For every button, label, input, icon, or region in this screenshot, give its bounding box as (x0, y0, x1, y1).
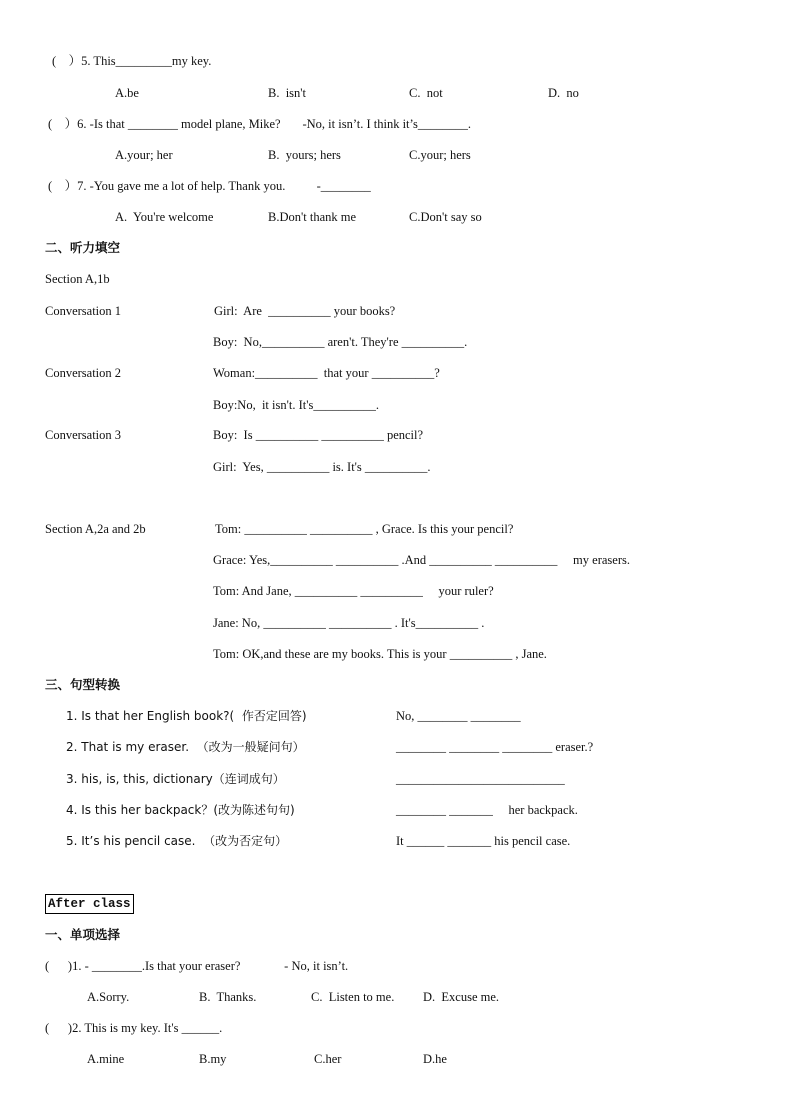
transform-question-3: 3. his, is, this, dictionary（连词成句） (66, 772, 285, 786)
transform-answer-5: It ______ _______ his pencil case. (396, 834, 571, 848)
ac-q1-option-c: C. Listen to me. (311, 990, 395, 1004)
transform-answer-1: No, ________ ________ (396, 709, 521, 723)
ac-q1-option-a: A.Sorry. (87, 990, 130, 1004)
transform-question-4: 4. Is this her backpack？(改为陈述句句) (66, 803, 295, 817)
q6-option-b: B. yours; hers (268, 148, 341, 162)
conversation-2-line-1: Woman:__________ that your __________? (213, 366, 440, 380)
ac-q2-option-c: C.her (314, 1052, 342, 1066)
dialogue-line-4: Jane: No, __________ __________ . It's__________ . (213, 616, 485, 630)
q5-option-d: D. no (548, 86, 579, 100)
ac-q2-option-b: B.my (199, 1052, 227, 1066)
ac-q1-option-b: B. Thanks. (199, 990, 257, 1004)
section-a-2a-label: Section A,2a and 2b (45, 522, 146, 536)
dialogue-line-1: Tom: __________ __________ , Grace. Is this your pencil? (215, 522, 514, 536)
dialogue-line-5: Tom: OK,and these are my books. This is your __________ , Jane. (213, 647, 547, 661)
q5-option-a: A.be (115, 86, 139, 100)
ac-q1-stem: ( )1. - ________.Is that your eraser? - No, it isn’t. (45, 959, 349, 973)
transform-answer-2: ________ ________ ________ eraser.? (396, 740, 594, 754)
conversation-3-line-2: Girl: Yes, __________ is. It's __________. (213, 460, 431, 474)
conversation-2-label: Conversation 2 (45, 366, 122, 380)
dialogue-line-2: Grace: Yes,__________ __________ .And __________ __________ my erasers. (213, 553, 630, 567)
listening-heading: 二、听力填空 (45, 240, 121, 255)
section-a-1b-label: Section A,1b (45, 272, 110, 286)
q6-stem: ( ）6. -Is that ________ model plane, Mike? -No, it isn’t. I think it’s________. (48, 117, 471, 131)
transform-heading: 三、句型转换 (45, 677, 121, 692)
ac-q2-option-a: A.mine (87, 1052, 125, 1066)
transform-question-5: 5. It’s his pencil case. （改为否定句） (66, 834, 288, 848)
ac-q2-option-d: D.he (423, 1052, 447, 1066)
transform-answer-3: ___________________________ (396, 772, 565, 786)
transform-question-2: 2. That is my eraser. （改为一般疑问句） (66, 740, 305, 754)
conversation-1-label: Conversation 1 (45, 304, 122, 318)
conversation-3-label: Conversation 3 (45, 428, 122, 442)
q5-option-b: B. isn't (268, 86, 307, 100)
q7-option-c: C.Don't say so (409, 210, 482, 224)
q7-option-a: A. You're welcome (115, 210, 214, 224)
transform-answer-4: ________ _______ her backpack. (396, 803, 578, 817)
q7-option-b: B.Don't thank me (268, 210, 357, 224)
single-choice-heading: 一、单项选择 (45, 927, 121, 942)
after-class-label: After class (45, 894, 134, 914)
q7-stem: ( ）7. -You gave me a lot of help. Thank you. -________ (48, 179, 371, 193)
conversation-2-line-2: Boy:No, it isn't. It's__________. (213, 398, 379, 412)
q6-option-a: A.your; her (115, 148, 173, 162)
transform-question-1: 1. Is that her English book?( 作否定回答) (66, 709, 307, 723)
q5-stem: ( ）5. This_________my key. (52, 54, 212, 68)
ac-q1-option-d: D. Excuse me. (423, 990, 500, 1004)
conversation-1-line-2: Boy: No,__________ aren't. They're __________. (213, 335, 468, 349)
ac-q2-stem: ( )2. This is my key. It's ______. (45, 1021, 223, 1035)
conversation-1-line-1: Girl: Are __________ your books? (214, 304, 396, 318)
q6-option-c: C.your; hers (409, 148, 471, 162)
conversation-3-line-1: Boy: Is __________ __________ pencil? (213, 428, 424, 442)
dialogue-line-3: Tom: And Jane, __________ __________ your ruler? (213, 584, 494, 598)
q5-option-c: C. not (409, 86, 443, 100)
